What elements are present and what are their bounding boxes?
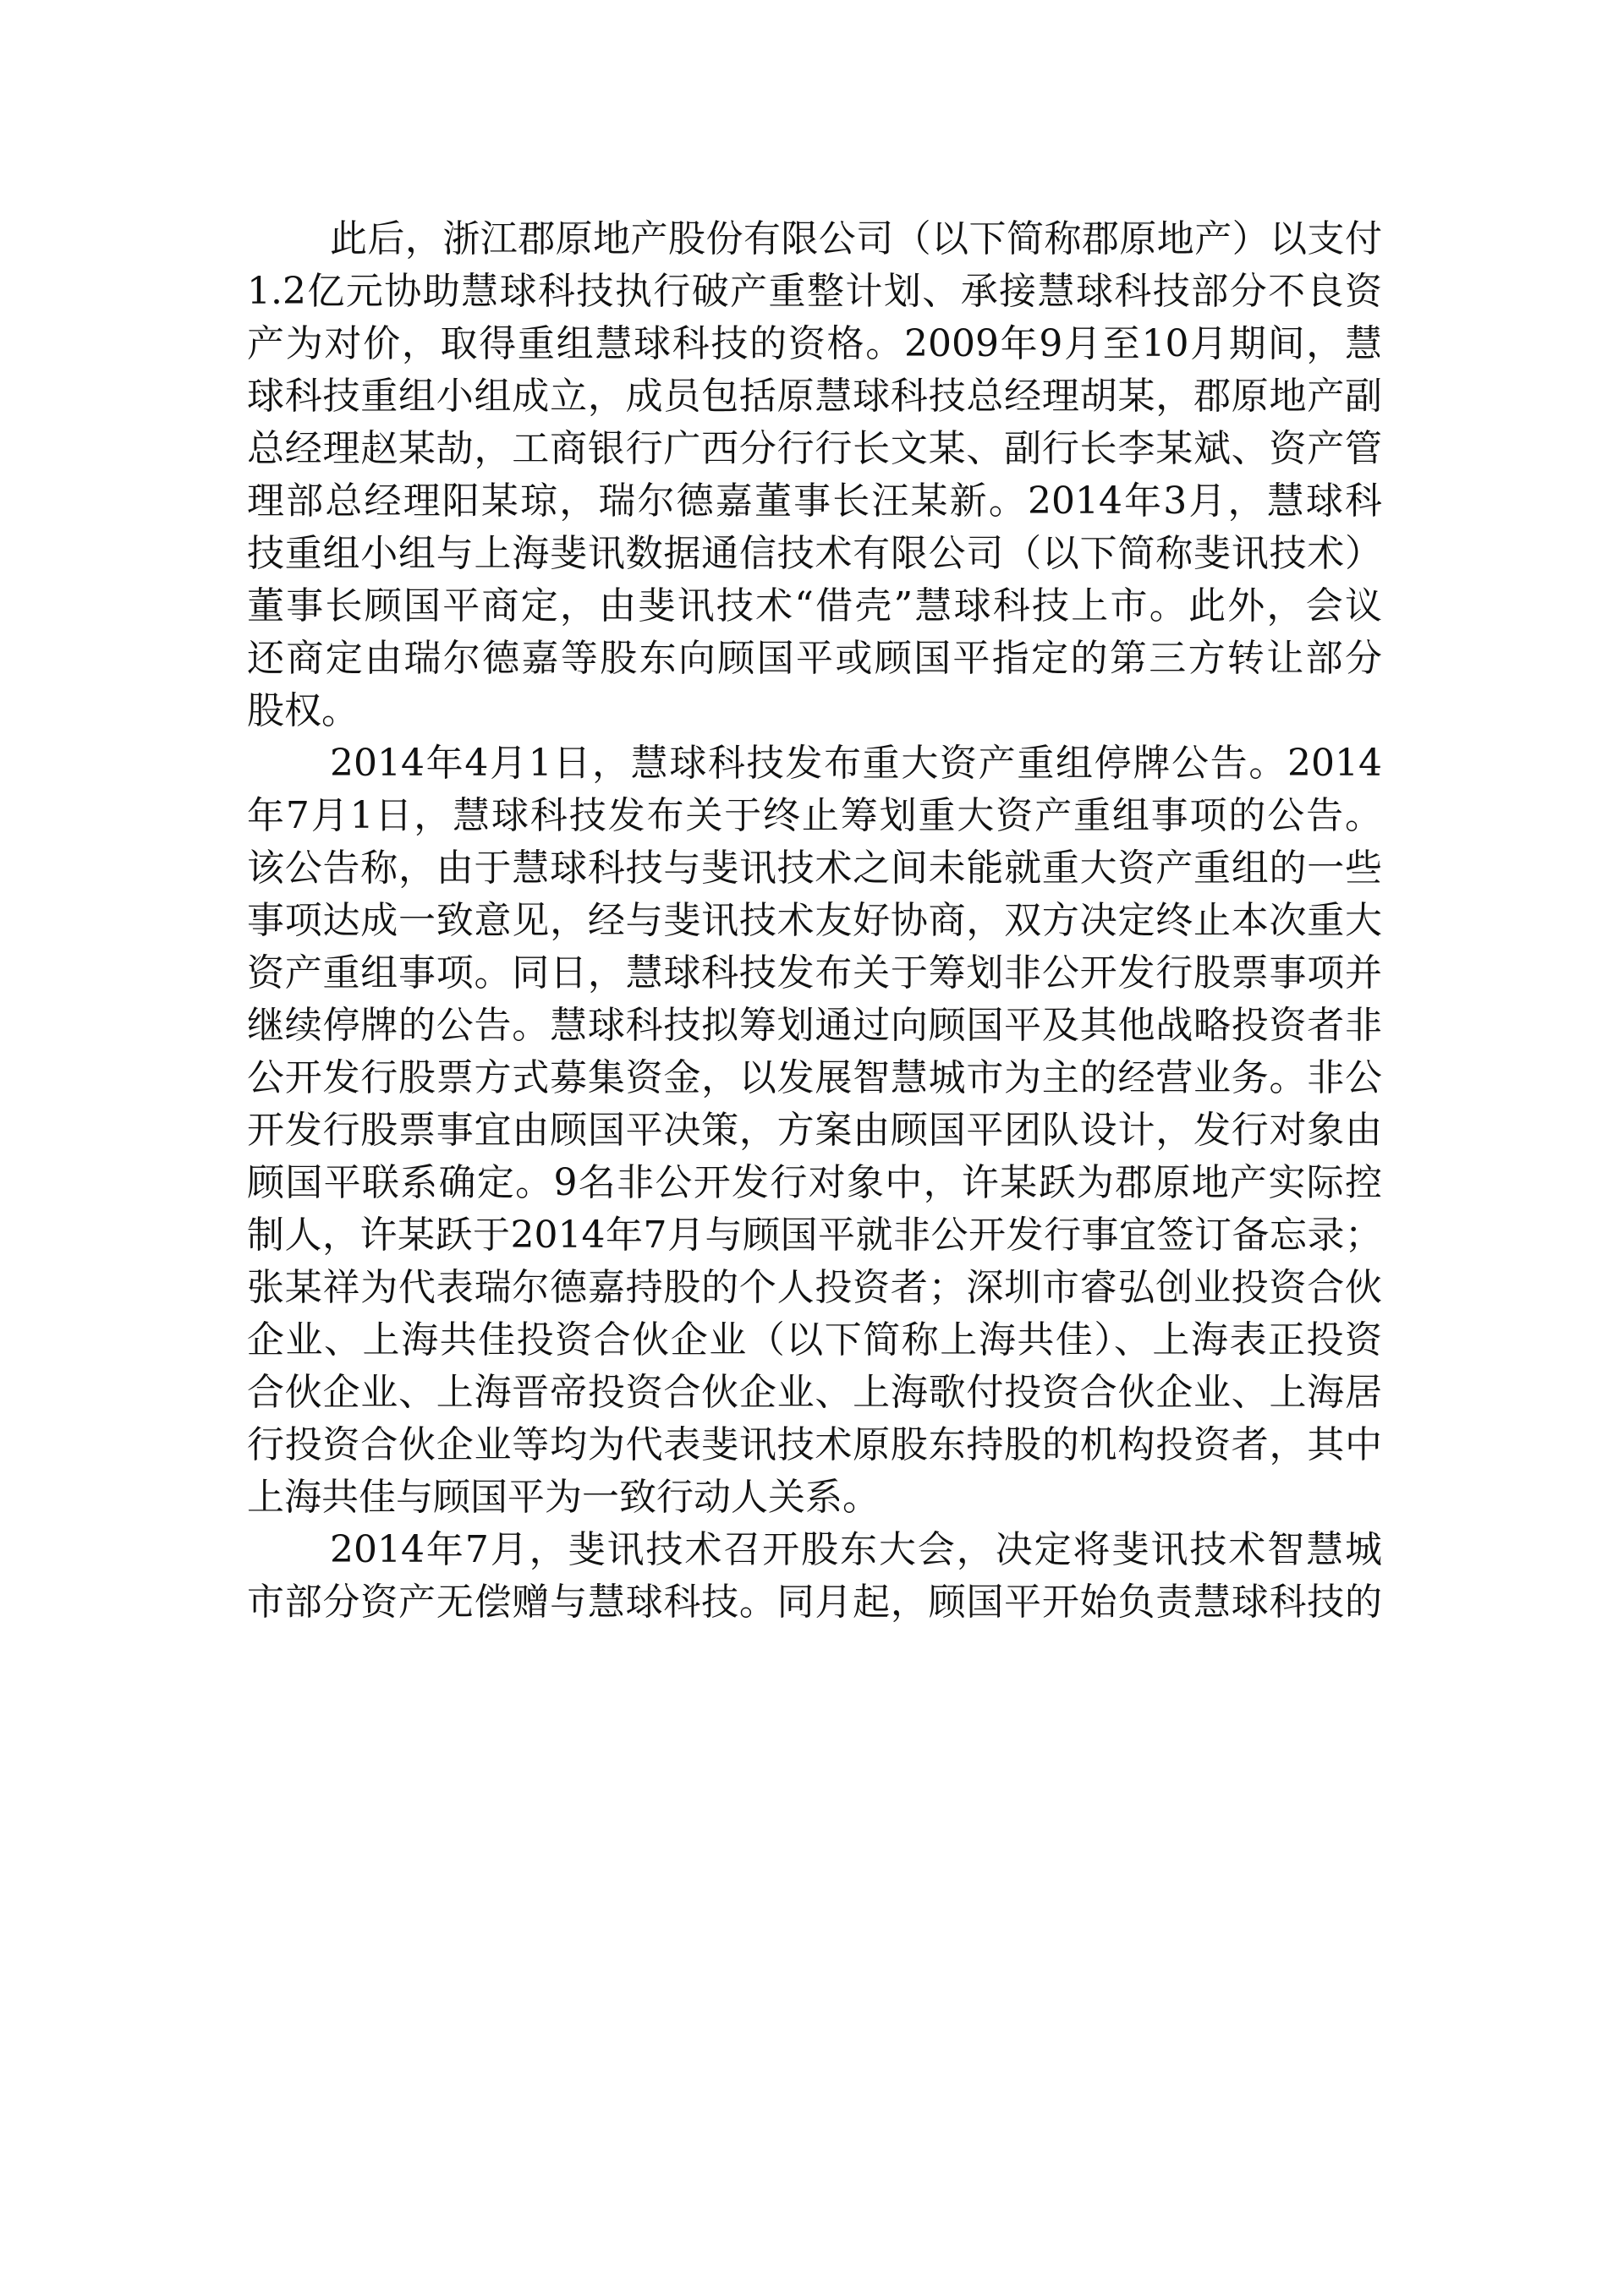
text-line: 市部分资产无偿赠与慧球科技。同月起，顾国平开始负责慧球科技的 bbox=[247, 1581, 1382, 1624]
document-page bbox=[247, 213, 1382, 1629]
text-line: 1.2亿元协助慧球科技执行破产重整计划、承接慧球科技部分不良资 bbox=[247, 270, 1382, 313]
text-line: 合伙企业、上海晋帝投资合伙企业、上海歌付投资合伙企业、上海居 bbox=[247, 1371, 1382, 1414]
text-line: 还商定由瑞尔德嘉等股东向顾国平或顾国平指定的第三方转让部分 bbox=[247, 637, 1382, 680]
text-line: 技重组小组与上海斐讯数据通信技术有限公司（以下简称斐讯技术） bbox=[247, 532, 1382, 575]
text-line: 制人，许某跃于2014年7月与顾国平就非公开发行事宜签订备忘录； bbox=[247, 1214, 1382, 1257]
text-line: 股权。 bbox=[247, 689, 359, 732]
text-line: 企业、上海共佳投资合伙企业（以下简称上海共佳）、上海表正投资 bbox=[247, 1318, 1382, 1362]
text-line: 理部总经理阳某琼，瑞尔德嘉董事长汪某新。2014年3月，慧球科 bbox=[247, 479, 1382, 523]
text-line: 2014年4月1日，慧球科技发布重大资产重组停牌公告。2014 bbox=[330, 742, 1382, 785]
paragraph-3 bbox=[247, 1524, 1382, 1629]
text-line: 年7月1日，慧球科技发布关于终止筹划重大资产重组事项的公告。 bbox=[247, 794, 1382, 837]
paragraph-1 bbox=[247, 213, 1382, 737]
text-line: 此后，浙江郡原地产股份有限公司（以下简称郡原地产）以支付 bbox=[330, 217, 1382, 260]
text-line: 事项达成一致意见，经与斐讯技术友好协商，双方决定终止本次重大 bbox=[247, 899, 1382, 942]
text-line: 上海共佳与顾国平为一致行动人关系。 bbox=[247, 1476, 880, 1519]
text-line: 行投资合伙企业等均为代表斐讯技术原股东持股的机构投资者，其中 bbox=[247, 1423, 1382, 1466]
text-line: 资产重组事项。同日，慧球科技发布关于筹划非公开发行股票事项并 bbox=[247, 951, 1382, 995]
paragraph-2 bbox=[247, 737, 1382, 1524]
text-line: 公开发行股票方式募集资金，以发展智慧城市为主的经营业务。非公 bbox=[247, 1056, 1382, 1099]
text-line: 董事长顾国平商定，由斐讯技术“借壳”慧球科技上市。此外，会议 bbox=[247, 584, 1382, 627]
text-line: 该公告称，由于慧球科技与斐讯技术之间未能就重大资产重组的一些 bbox=[247, 847, 1382, 890]
text-line: 张某祥为代表瑞尔德嘉持股的个人投资者；深圳市睿弘创业投资合伙 bbox=[247, 1266, 1382, 1309]
text-line: 球科技重组小组成立，成员包括原慧球科技总经理胡某，郡原地产副 bbox=[247, 375, 1382, 418]
text-line: 开发行股票事宜由顾国平决策，方案由顾国平团队设计，发行对象由 bbox=[247, 1109, 1382, 1152]
text-line: 2014年7月，斐讯技术召开股东大会，决定将斐讯技术智慧城 bbox=[330, 1528, 1382, 1571]
text-line: 顾国平联系确定。9名非公开发行对象中，许某跃为郡原地产实际控 bbox=[247, 1161, 1382, 1204]
text-line: 继续停牌的公告。慧球科技拟筹划通过向顾国平及其他战略投资者非 bbox=[247, 1004, 1382, 1047]
text-line: 总经理赵某劼，工商银行广西分行行长文某、副行长李某斌、资产管 bbox=[247, 427, 1382, 470]
text-line: 产为对价，取得重组慧球科技的资格。2009年9月至10月期间，慧 bbox=[247, 322, 1382, 365]
